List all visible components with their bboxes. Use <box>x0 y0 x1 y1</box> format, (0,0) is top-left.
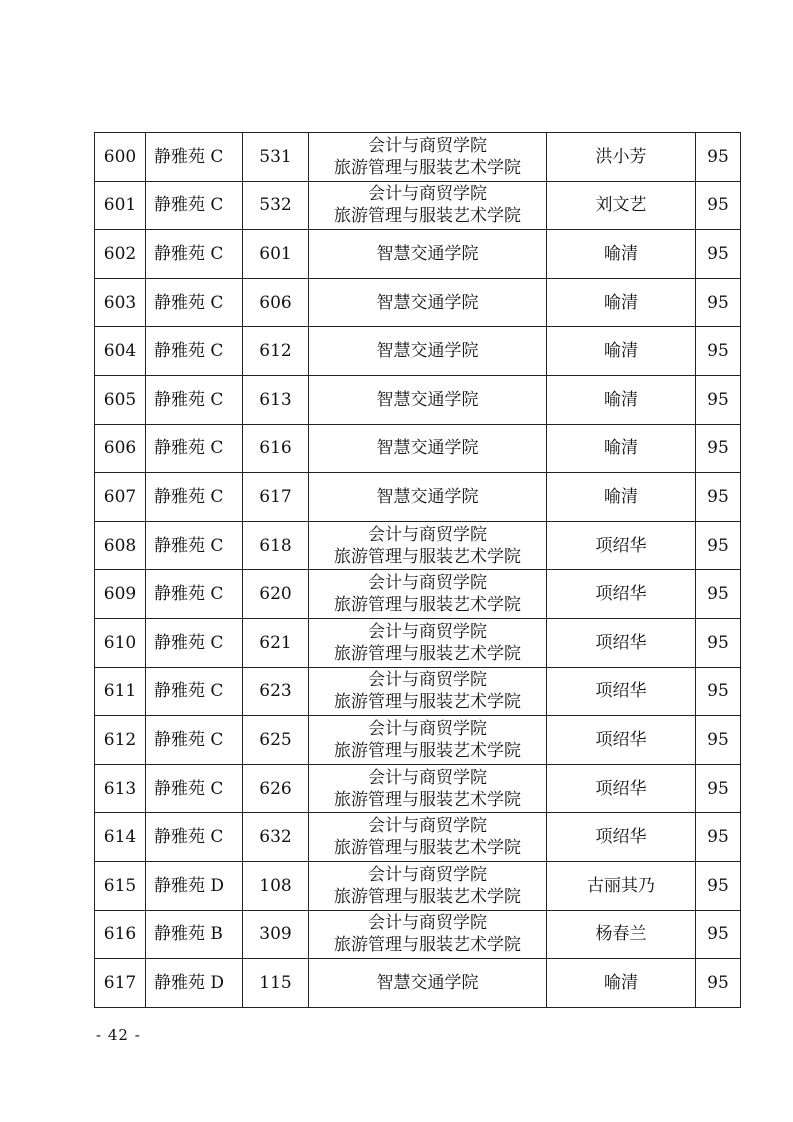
cell-building: 静雅苑 C <box>146 278 243 327</box>
cell-score: 95 <box>696 764 741 813</box>
cell-person: 杨春兰 <box>547 910 696 959</box>
college-name: 智慧交通学院 <box>376 292 479 313</box>
college-name: 会计与商贸学院 <box>368 670 487 691</box>
cell-building: 静雅苑 C <box>146 618 243 667</box>
cell-number: 612 <box>95 716 146 765</box>
table-row <box>95 424 741 473</box>
cell-college <box>309 327 547 376</box>
college-name: 旅游管理与服装艺术学院 <box>334 886 521 907</box>
cell-building: 静雅苑 D <box>146 861 243 910</box>
table-row <box>95 570 741 619</box>
table-row <box>95 910 741 959</box>
table-row <box>95 473 741 522</box>
college-name: 会计与商贸学院 <box>368 524 487 545</box>
college-name: 会计与商贸学院 <box>368 573 487 594</box>
cell-room: 625 <box>243 716 309 765</box>
college-name: 旅游管理与服装艺术学院 <box>334 546 521 567</box>
cell-person: 洪小芳 <box>547 133 696 182</box>
cell-score: 95 <box>696 910 741 959</box>
table-row <box>95 375 741 424</box>
cell-score: 95 <box>696 667 741 716</box>
cell-building: 静雅苑 C <box>146 521 243 570</box>
table-row <box>95 716 741 765</box>
college-name: 会计与商贸学院 <box>368 816 487 837</box>
cell-number: 611 <box>95 667 146 716</box>
cell-number: 607 <box>95 473 146 522</box>
college-name: 旅游管理与服装艺术学院 <box>334 206 521 227</box>
table-row <box>95 133 741 182</box>
cell-room: 309 <box>243 910 309 959</box>
cell-person: 项绍华 <box>547 667 696 716</box>
cell-building: 静雅苑 D <box>146 959 243 1008</box>
cell-building: 静雅苑 C <box>146 181 243 230</box>
cell-building: 静雅苑 C <box>146 813 243 862</box>
table-row <box>95 278 741 327</box>
cell-score: 95 <box>696 473 741 522</box>
college-name: 会计与商贸学院 <box>368 718 487 739</box>
cell-person: 项绍华 <box>547 570 696 619</box>
table-row <box>95 230 741 279</box>
cell-room: 626 <box>243 764 309 813</box>
college-name: 智慧交通学院 <box>376 389 479 410</box>
cell-building: 静雅苑 C <box>146 667 243 716</box>
cell-score: 95 <box>696 861 741 910</box>
cell-score: 95 <box>696 181 741 230</box>
cell-building: 静雅苑 C <box>146 764 243 813</box>
college-name: 会计与商贸学院 <box>368 135 487 156</box>
cell-score: 95 <box>696 813 741 862</box>
cell-building: 静雅苑 C <box>146 230 243 279</box>
table-row <box>95 521 741 570</box>
cell-number: 601 <box>95 181 146 230</box>
cell-building: 静雅苑 C <box>146 716 243 765</box>
table-row <box>95 181 741 230</box>
cell-college <box>309 424 547 473</box>
cell-person: 喻清 <box>547 327 696 376</box>
cell-score: 95 <box>696 375 741 424</box>
college-name: 会计与商贸学院 <box>368 864 487 885</box>
college-name: 旅游管理与服装艺术学院 <box>334 789 521 810</box>
cell-number: 600 <box>95 133 146 182</box>
cell-number: 616 <box>95 910 146 959</box>
college-name: 智慧交通学院 <box>376 243 479 264</box>
college-name: 旅游管理与服装艺术学院 <box>334 157 521 178</box>
cell-building: 静雅苑 C <box>146 327 243 376</box>
college-name: 会计与商贸学院 <box>368 913 487 934</box>
cell-college <box>309 570 547 619</box>
cell-number: 614 <box>95 813 146 862</box>
cell-room: 620 <box>243 570 309 619</box>
cell-building: 静雅苑 C <box>146 133 243 182</box>
cell-college <box>309 959 547 1008</box>
college-name: 会计与商贸学院 <box>368 767 487 788</box>
cell-room: 532 <box>243 181 309 230</box>
cell-room: 108 <box>243 861 309 910</box>
cell-number: 605 <box>95 375 146 424</box>
cell-building: 静雅苑 C <box>146 375 243 424</box>
cell-person: 喻清 <box>547 375 696 424</box>
college-name: 智慧交通学院 <box>376 972 479 993</box>
cell-room: 617 <box>243 473 309 522</box>
cell-number: 606 <box>95 424 146 473</box>
cell-person: 项绍华 <box>547 764 696 813</box>
dorm-inspection-table <box>94 132 741 1008</box>
table-row <box>95 764 741 813</box>
cell-room: 115 <box>243 959 309 1008</box>
cell-score: 95 <box>696 521 741 570</box>
college-name: 智慧交通学院 <box>376 438 479 459</box>
cell-score: 95 <box>696 230 741 279</box>
cell-college <box>309 133 547 182</box>
cell-college <box>309 521 547 570</box>
table-body <box>95 133 741 1008</box>
cell-number: 613 <box>95 764 146 813</box>
cell-number: 609 <box>95 570 146 619</box>
cell-room: 623 <box>243 667 309 716</box>
cell-room: 601 <box>243 230 309 279</box>
cell-room: 606 <box>243 278 309 327</box>
cell-college <box>309 861 547 910</box>
college-name: 旅游管理与服装艺术学院 <box>334 838 521 859</box>
cell-person: 项绍华 <box>547 716 696 765</box>
cell-room: 531 <box>243 133 309 182</box>
cell-college <box>309 230 547 279</box>
table-row <box>95 667 741 716</box>
cell-room: 613 <box>243 375 309 424</box>
cell-number: 610 <box>95 618 146 667</box>
cell-room: 632 <box>243 813 309 862</box>
cell-number: 602 <box>95 230 146 279</box>
cell-number: 604 <box>95 327 146 376</box>
cell-person: 刘文艺 <box>547 181 696 230</box>
table-row <box>95 861 741 910</box>
cell-college <box>309 910 547 959</box>
cell-college <box>309 375 547 424</box>
table-row <box>95 327 741 376</box>
cell-building: 静雅苑 C <box>146 570 243 619</box>
page-number: - 42 - <box>96 1026 141 1044</box>
cell-score: 95 <box>696 959 741 1008</box>
table-row <box>95 959 741 1008</box>
cell-number: 617 <box>95 959 146 1008</box>
table-row <box>95 618 741 667</box>
college-name: 旅游管理与服装艺术学院 <box>334 595 521 616</box>
cell-room: 616 <box>243 424 309 473</box>
cell-college <box>309 764 547 813</box>
cell-person: 喻清 <box>547 473 696 522</box>
cell-score: 95 <box>696 424 741 473</box>
college-name: 智慧交通学院 <box>376 486 479 507</box>
cell-college <box>309 181 547 230</box>
cell-score: 95 <box>696 716 741 765</box>
cell-room: 612 <box>243 327 309 376</box>
cell-person: 喻清 <box>547 959 696 1008</box>
cell-number: 608 <box>95 521 146 570</box>
cell-person: 喻清 <box>547 230 696 279</box>
cell-college <box>309 667 547 716</box>
cell-college <box>309 813 547 862</box>
cell-college <box>309 473 547 522</box>
cell-college <box>309 278 547 327</box>
college-name: 旅游管理与服装艺术学院 <box>334 740 521 761</box>
cell-college <box>309 618 547 667</box>
cell-person: 喻清 <box>547 424 696 473</box>
cell-person: 项绍华 <box>547 813 696 862</box>
cell-building: 静雅苑 C <box>146 473 243 522</box>
cell-number: 603 <box>95 278 146 327</box>
cell-room: 621 <box>243 618 309 667</box>
cell-score: 95 <box>696 327 741 376</box>
cell-score: 95 <box>696 618 741 667</box>
cell-score: 95 <box>696 570 741 619</box>
cell-building: 静雅苑 C <box>146 424 243 473</box>
college-name: 智慧交通学院 <box>376 341 479 362</box>
college-name: 会计与商贸学院 <box>368 184 487 205</box>
college-name: 旅游管理与服装艺术学院 <box>334 692 521 713</box>
table-row <box>95 813 741 862</box>
cell-person: 喻清 <box>547 278 696 327</box>
cell-score: 95 <box>696 278 741 327</box>
college-name: 旅游管理与服装艺术学院 <box>334 643 521 664</box>
cell-number: 615 <box>95 861 146 910</box>
cell-score: 95 <box>696 133 741 182</box>
cell-person: 古丽其乃 <box>547 861 696 910</box>
college-name: 旅游管理与服装艺术学院 <box>334 935 521 956</box>
cell-room: 618 <box>243 521 309 570</box>
cell-college <box>309 716 547 765</box>
college-name: 会计与商贸学院 <box>368 621 487 642</box>
cell-person: 项绍华 <box>547 618 696 667</box>
cell-person: 项绍华 <box>547 521 696 570</box>
cell-building: 静雅苑 B <box>146 910 243 959</box>
